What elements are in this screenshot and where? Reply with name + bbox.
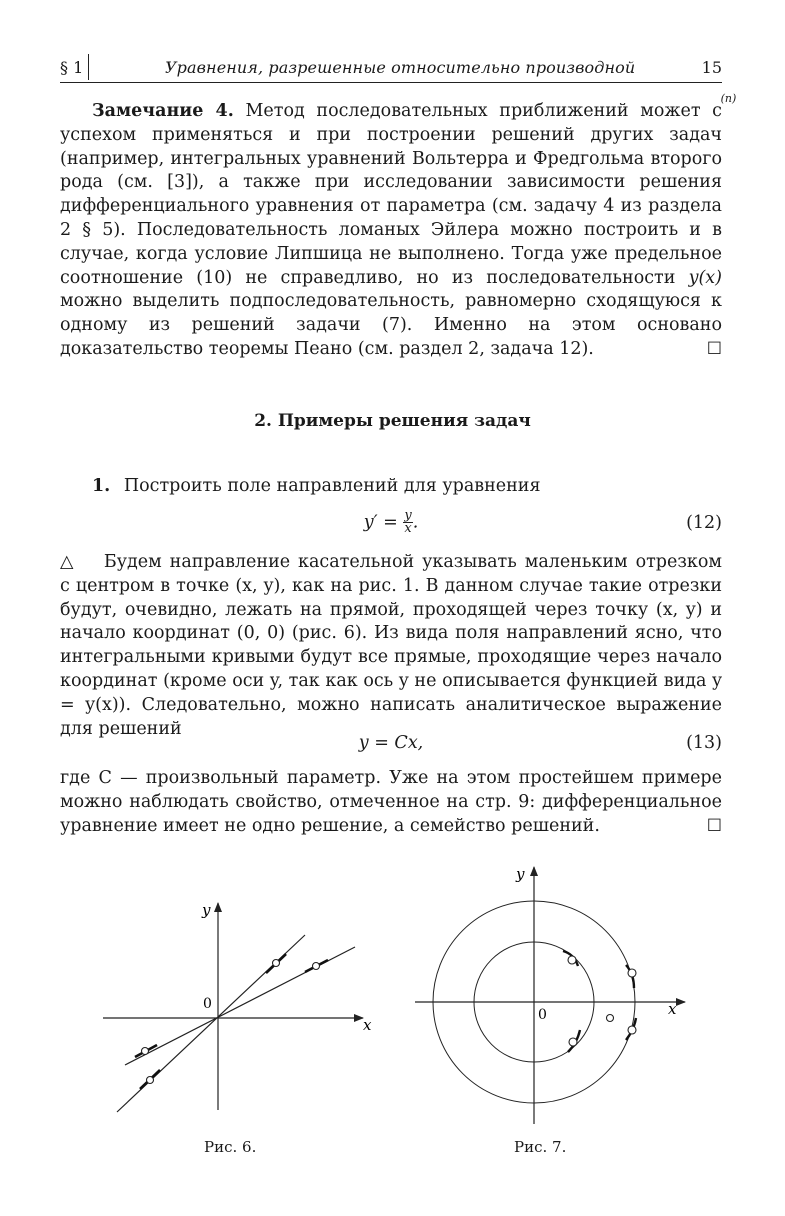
conclusion-end-mark: ☐ [706, 815, 722, 836]
fig6-direction-mark [140, 1070, 160, 1089]
figure-6 [95, 895, 375, 1120]
fig6-direction-mark [266, 954, 286, 973]
problem-statement [92, 476, 541, 496]
fig6-x-label: x [363, 1016, 372, 1034]
sequence-symbol [688, 92, 737, 288]
remark-label: Замечание 4. [92, 101, 234, 121]
header-divider [88, 54, 89, 80]
solution-paragraph [60, 551, 722, 741]
figure-7-caption: Рис. 7. [514, 1138, 567, 1156]
fig6-direction-mark [135, 1045, 157, 1057]
formula-12-lhs: y′ = [363, 512, 398, 533]
header-title: Уравнения, разрешенные относительно производной [165, 58, 636, 77]
fig7-direction-mark [568, 1030, 580, 1052]
remark-text: Метод последовательных приближений может с успехом применяться и при построении решений других задач (например, интегральных уравнений Вольтерра и Фредгольма второго рода (см. [3]), а также при исследовании зависимости решения дифференциального уравнения от параметра (см. задачу 4 из раздела 2 § 5). Последовательность ломаных Эйлера можно построить и в случае, когда условие Липшица не выполнено. Тогда уже предельное соотношение (10) не справедливо, но из последовательности [60, 101, 722, 288]
conclusion-text: где C — произвольный параметр. Уже на этом простейшем примере можно наблюдать свойство, отмеченное на стр. 9: дифференциальное уравнение имеет не одно решение, а семейство решений. [60, 768, 722, 836]
fig7-direction-mark [563, 951, 578, 966]
remark-end-mark: ☐ [706, 338, 722, 359]
formula-12-tail: . [412, 512, 419, 533]
solution-start-mark: △ [60, 552, 76, 572]
solution-text: Будем направление касательной указывать маленьким отрезком с центром в точке (x, y), как на рис. 1. В данном случае такие отрезки будут, очевидно, лежать на прямой, проходящей через точку (x, y) и начало координат (0, 0) (рис. 6). Из вида поля направлений ясно, что интегральными кривыми будут все прямые, проходящие через начало координат (кроме оси y, так как ось y не описывается функцией вида y = y(x)). Следовательно, можно написать аналитическое выражение для решений [60, 552, 722, 739]
remark-text-after: можно выделить подпоследовательность, равномерно сходящуюся к одному из решений задачи (7). Именно на этом основано доказательство теоремы Пеано (см. раздел 2, задача 12). [60, 291, 722, 359]
sequence-superscript: (n) [720, 92, 737, 105]
fig6-origin-label: 0 [203, 996, 212, 1012]
section-heading: 2. Примеры решения задач [254, 411, 531, 431]
problem-text: Построить поле направлений для уравнения [123, 476, 541, 496]
conclusion-paragraph [60, 767, 722, 838]
fig7-direction-mark [626, 1018, 636, 1040]
running-header [60, 56, 722, 83]
figure-6-caption: Рис. 6. [204, 1138, 257, 1156]
page-number: 15 [701, 58, 722, 77]
formula-12-numerator: y [404, 508, 412, 523]
fig7-x-label: x [668, 1000, 677, 1018]
formula-12-fraction [403, 510, 412, 535]
sequence-y: y [688, 267, 699, 288]
formula-12 [60, 510, 722, 542]
fig6-y-label: y [202, 901, 211, 919]
formula-13-label: (13) [686, 733, 722, 753]
remark-paragraph [60, 92, 737, 362]
formula-13 [60, 733, 722, 759]
fig7-origin-label: 0 [538, 1007, 547, 1023]
problem-number: 1. [92, 476, 111, 496]
formula-13-expression: y = Cx, [358, 733, 424, 753]
fig7-direction-mark [626, 965, 636, 988]
fig7-y-label: y [516, 865, 525, 883]
formula-12-denominator: x [404, 521, 412, 536]
header-section: § 1 [60, 58, 84, 77]
figure-7 [410, 862, 690, 1127]
formula-12-label: (12) [686, 513, 722, 533]
formula-12-expression [60, 510, 722, 535]
sequence-argument: (x) [698, 267, 722, 288]
fig6-direction-mark [305, 960, 328, 972]
fig7-point-marker [607, 1015, 614, 1022]
